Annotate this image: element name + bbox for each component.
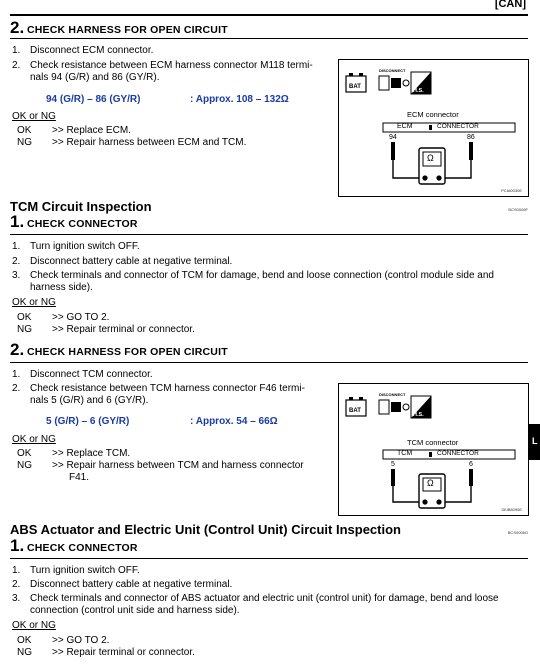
step-number: 1. xyxy=(10,536,25,555)
ok-action: >> GO TO 2. xyxy=(52,635,110,646)
pin-right: 86 xyxy=(467,134,475,141)
figure-code: SKIB8095E xyxy=(501,507,522,512)
ng-action: >> Repair terminal or connector. xyxy=(52,324,195,335)
divider xyxy=(10,234,528,235)
divider xyxy=(10,558,528,559)
ng-action: >> Repair harness between TCM and harness connector xyxy=(52,460,304,471)
list-item: Disconnect TCM connector. xyxy=(30,369,153,380)
step-title: CHECK HARNESS FOR OPEN CIRCUIT xyxy=(26,24,228,36)
list-item: nals 94 (G/R) and 86 (GY/R). xyxy=(30,72,160,83)
tcm-connector-figure xyxy=(338,383,529,516)
header-rule xyxy=(10,14,528,16)
list-item: Check resistance between TCM harness connector F46 termi- xyxy=(30,383,305,394)
item-number: 1. xyxy=(12,45,21,56)
ng-action-cont: F41. xyxy=(69,472,90,483)
item-number: 2. xyxy=(12,256,21,267)
ng-label: NG xyxy=(17,460,32,471)
section-ref: BCS0006G xyxy=(507,530,528,535)
connector-box-left: ECM xyxy=(397,123,413,130)
item-number: 1. xyxy=(12,241,21,252)
item-number: 2. xyxy=(12,383,21,394)
step-heading xyxy=(10,340,228,360)
list-item: Turn ignition switch OFF. xyxy=(30,241,140,252)
figure-code: PCIA0030E xyxy=(501,188,522,193)
item-number: 1. xyxy=(12,565,21,576)
ok-label: OK xyxy=(17,448,32,459)
ok-ng-label: OK or NG xyxy=(12,297,56,308)
step-title: CHECK CONNECTOR xyxy=(26,218,138,230)
step-heading xyxy=(10,18,228,38)
spec-value: : Approx. 108 – 132Ω xyxy=(190,94,289,105)
page-tag: [CAN] xyxy=(494,0,526,10)
ok-action: >> Replace TCM. xyxy=(52,448,131,459)
spec-terminals: 94 (G/R) – 86 (GY/R) xyxy=(46,94,141,105)
spec-terminals: 5 (G/R) – 6 (GY/R) xyxy=(46,416,130,427)
list-item: Disconnect battery cable at negative terminal. xyxy=(30,256,233,267)
step-title: CHECK HARNESS FOR OPEN CIRCUIT xyxy=(26,346,228,358)
ohmmeter-wiring xyxy=(339,384,528,515)
list-item: connection (control unit side and harness side). xyxy=(30,605,240,616)
pin-right: 6 xyxy=(469,461,473,468)
step-heading xyxy=(10,212,138,232)
connector-box-left: TCM xyxy=(397,450,413,457)
ng-label: NG xyxy=(17,137,32,148)
svg-text:BAT: BAT xyxy=(349,84,361,90)
step-heading xyxy=(10,536,138,556)
ok-ng-label: OK or NG xyxy=(12,620,56,631)
section-heading: TCM Circuit Inspection xyxy=(10,199,152,214)
list-item: nals 5 (G/R) and 6 (GY/R). xyxy=(30,395,149,406)
svg-text:DISCONNECT: DISCONNECT xyxy=(379,392,406,397)
connector-caption: ECM connector xyxy=(407,110,459,119)
ng-label: NG xyxy=(17,324,32,335)
list-item: Check terminals and connector of TCM for damage, bend and loose connection (control module side and xyxy=(30,270,494,281)
ng-action: >> Repair terminal or connector. xyxy=(52,647,195,658)
ecm-connector-figure xyxy=(338,59,529,197)
pin-left: 5 xyxy=(391,461,395,468)
item-number: 2. xyxy=(12,60,21,71)
svg-text:H.S.: H.S. xyxy=(413,412,424,418)
ohm-symbol: Ω xyxy=(427,478,434,488)
connector-box-right: CONNECTOR xyxy=(437,450,479,457)
step-number: 1. xyxy=(10,212,25,231)
ok-action: >> GO TO 2. xyxy=(52,312,110,323)
section-heading: ABS Actuator and Electric Unit (Control Unit) Circuit Inspection xyxy=(10,522,401,537)
item-number: 1. xyxy=(12,369,21,380)
list-item: Disconnect battery cable at negative terminal. xyxy=(30,579,233,590)
list-item: Check terminals and connector of ABS actuator and electric unit (control unit) for damage, bend and loose xyxy=(30,593,499,604)
section-ref: BCS0006F xyxy=(508,207,528,212)
item-number: 3. xyxy=(12,270,21,281)
list-item: Turn ignition switch OFF. xyxy=(30,565,140,576)
ok-label: OK xyxy=(17,635,32,646)
connector-caption: TCM connector xyxy=(407,438,459,447)
divider xyxy=(10,38,528,39)
spec-value: : Approx. 54 – 66Ω xyxy=(190,416,278,427)
step-number: 2. xyxy=(10,18,25,37)
ohmmeter-wiring xyxy=(339,60,528,196)
svg-text:H.S.: H.S. xyxy=(413,88,424,94)
list-item: Disconnect ECM connector. xyxy=(30,45,154,56)
section-index-tab[interactable]: L xyxy=(529,424,540,460)
item-number: 3. xyxy=(12,593,21,604)
list-item: Check resistance between ECM harness connector M118 termi- xyxy=(30,60,313,71)
svg-text:BAT: BAT xyxy=(349,408,361,414)
pin-left: 94 xyxy=(389,134,397,141)
connector-box-right: CONNECTOR xyxy=(437,123,479,130)
step-number: 2. xyxy=(10,340,25,359)
svg-text:DISCONNECT: DISCONNECT xyxy=(379,68,406,73)
ok-label: OK xyxy=(17,312,32,323)
divider xyxy=(10,362,528,363)
ng-action: >> Repair harness between ECM and TCM. xyxy=(52,137,247,148)
list-item: harness side). xyxy=(30,282,93,293)
ok-action: >> Replace ECM. xyxy=(52,125,131,136)
item-number: 2. xyxy=(12,579,21,590)
step-title: CHECK CONNECTOR xyxy=(26,542,138,554)
ok-ng-label: OK or NG xyxy=(12,111,56,122)
ng-label: NG xyxy=(17,647,32,658)
ok-label: OK xyxy=(17,125,32,136)
ohm-symbol: Ω xyxy=(427,153,434,163)
ok-ng-label: OK or NG xyxy=(12,434,56,445)
